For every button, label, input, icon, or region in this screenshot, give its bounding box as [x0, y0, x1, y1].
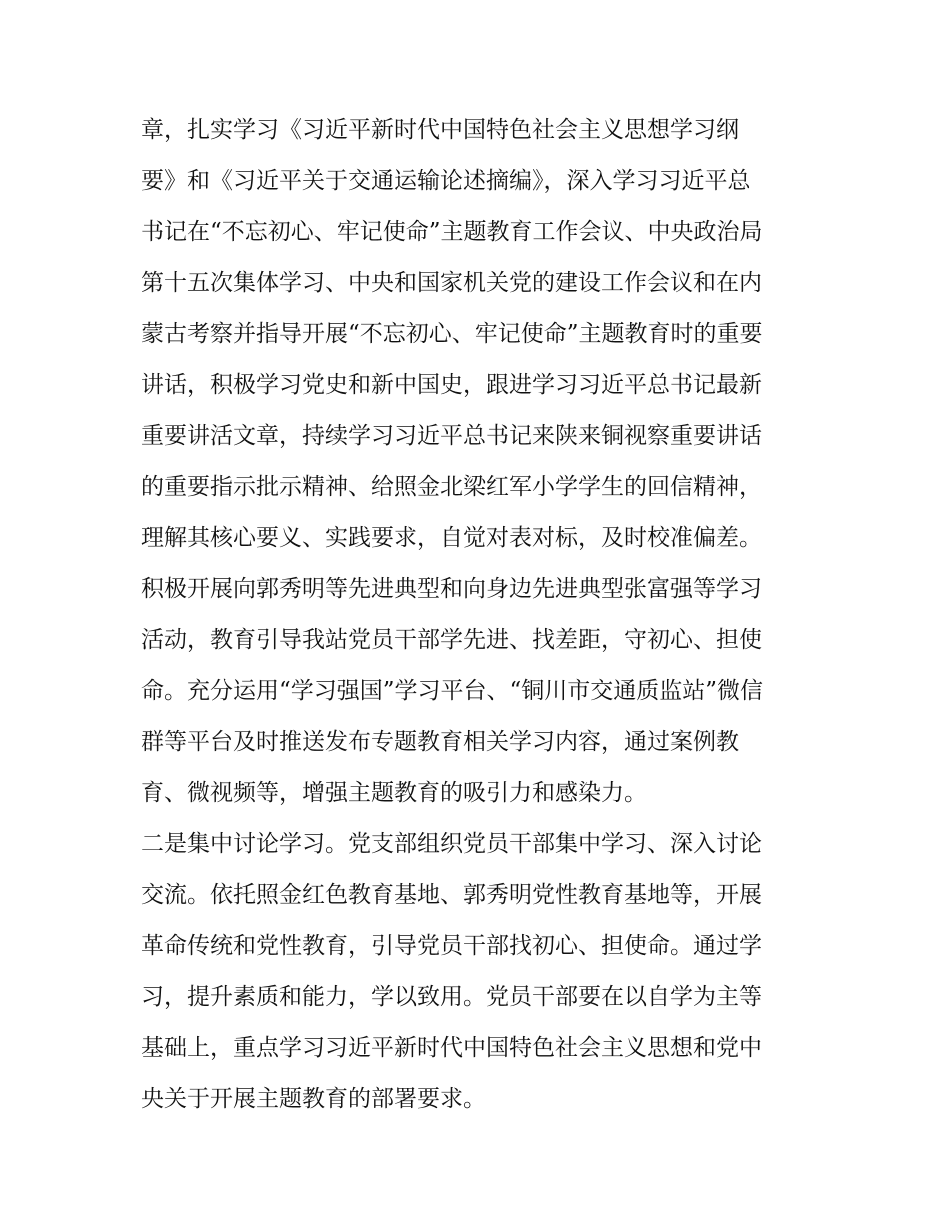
- body-text: [141, 111, 821, 1131]
- text-line: 的重要指示批示精神、给照金北梁红军小学学生的回信精神，: [141, 474, 762, 500]
- text-line: 习，提升素质和能力，学以致用。党员干部要在以自学为主等: [141, 984, 762, 1010]
- text-line: 积极开展向郭秀明等先进典型和向身边先进典型张富强等学习: [141, 576, 762, 602]
- text-line: 章，扎实学习《习近平新时代中国特色社会主义思想学习纲: [141, 117, 739, 143]
- text-line: 育、微视频等，增强主题教育的吸引力和感染力。: [141, 780, 647, 806]
- text-line: 理解其核心要义、实践要求，自觉对表对标，及时校准偏差。: [141, 525, 762, 551]
- text-line: 交流。依托照金红色教育基地、郭秀明党性教育基地等，开展: [141, 882, 762, 908]
- text-line: 重要讲活文章，持续学习习近平总书记来陕来铜视察重要讲话: [141, 423, 762, 449]
- text-line: 讲话，积极学习党史和新中国史，跟进学习习近平总书记最新: [141, 372, 762, 398]
- text-line: 央关于开展主题教育的部署要求。: [141, 1086, 486, 1112]
- text-line: 要》和《习近平关于交通运输论述摘编》，深入学习习近平总: [141, 168, 751, 194]
- text-line: 基础上，重点学习习近平新时代中国特色社会主义思想和党中: [141, 1035, 762, 1061]
- text-line: 革命传统和党性教育，引导党员干部找初心、担使命。通过学: [141, 933, 762, 959]
- text-line: 第十五次集体学习、中央和国家机关党的建设工作会议和在内: [141, 270, 762, 296]
- text-line: 命。充分运用“学习强国”学习平台、“铜川市交通质监站”微信: [141, 678, 764, 704]
- text-line: 二是集中讨论学习。党支部组织党员干部集中学习、深入讨论: [141, 831, 762, 857]
- text-line: 书记在“不忘初心、牢记使命”主题教育工作会议、中央政治局: [141, 219, 763, 245]
- text-line: 活动，教育引导我站党员干部学先进、找差距，守初心、担使: [141, 627, 762, 653]
- text-line: 群等平台及时推送发布专题教育相关学习内容，通过案例教: [141, 729, 739, 755]
- text-line: 蒙古考察并指导开展“不忘初心、牢记使命”主题教育时的重要: [141, 321, 763, 347]
